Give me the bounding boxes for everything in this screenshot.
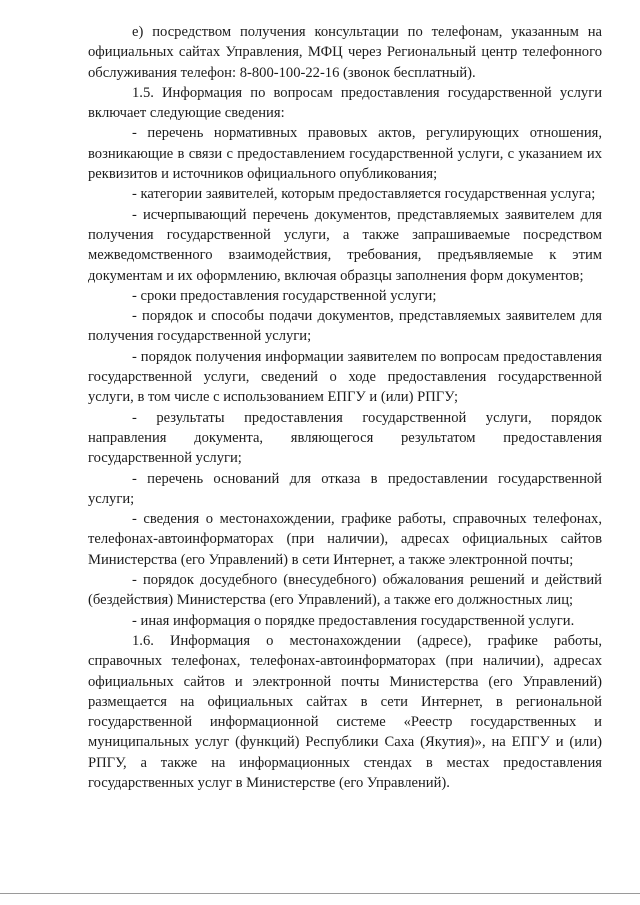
list-item-legal-acts: - перечень нормативных правовых актов, регулирующих отношения, возникающие в связи с предоставлением государственной услуги, с указанием их реквизитов и источников официального опубликования; — [88, 125, 602, 183]
list-item-results: - результаты предоставления государственной услуги, порядок направления документа, являющегося результатом предоставления государственной услуги; — [88, 409, 602, 467]
list-item-submission-methods: - порядок и способы подачи документов, представляемых заявителем для получения государственной услуги; — [88, 308, 602, 345]
list-item-other-information: - иная информация о порядке предоставления государственной услуги. — [132, 612, 575, 629]
list-item-refusal-grounds: - перечень оснований для отказа в предоставлении государственной услуги; — [88, 470, 602, 507]
list-item-location-contacts: - сведения о местонахождении, графике работы, справочных телефонах, телефонах-автоинформаторах (при наличии), адресах официальных сайтов Министерства (его Управлений) в сети Интернет, а также электронной почты; — [88, 511, 602, 568]
paragraph-section-1-6: 1.6. Информация о местонахождении (адресе), графике работы, справочных телефонах, телефонах-автоинформаторах (при наличии), адресах официальных сайтов и электронной почты Министерства (его Управлений) размещается на официальных сайтах в сети Интернет, в региональной государственной информационной системе «Реестр государственных и муниципальных услуг (функций) Республики Саха (Якутия)», на ЕПГУ и (или) РПГУ, а также на информационных стендах в местах предоставления государственных услуг в Министерстве (его Управлений). — [88, 632, 602, 791]
paragraph-section-1-5-heading: 1.5. Информация по вопросам предоставления государственной услуги включает следующие сведения: — [88, 84, 602, 122]
document-body — [88, 22, 602, 793]
list-item-information-procedure: - порядок получения информации заявителем по вопросам предоставления государственной услуги, сведений о ходе предоставления государственной услуги, в том числе с использованием ЕПГУ и (или) РПГУ; — [88, 348, 602, 406]
list-item-documents-list: - исчерпывающий перечень документов, представляемых заявителем для получения государственной услуги, а также запрашиваемые посредством межведомственного взаимодействия, требования, предъявляемые к этим документам и их оформлению, включая образцы заполнения форм документов; — [88, 206, 602, 284]
footer-divider — [0, 893, 640, 894]
list-item-service-deadlines: - сроки предоставления государственной услуги; — [132, 287, 437, 304]
list-item-applicant-categories: - категории заявителей, которым предоставляется государственная услуга; — [132, 186, 596, 203]
list-item-appeal-procedure: - порядок досудебного (внесудебного) обжалования решений и действий (бездействия) Министерства (его Управлений), а также его должностных лиц; — [88, 572, 602, 609]
paragraph-consultation-by-phone: е) посредством получения консультации по телефонам, указанным на официальных сайтах Управления, МФЦ через Региональный центр телефонного обслуживания телефон: 8-800-100-22-16 (звонок бесплатный). — [88, 24, 602, 81]
